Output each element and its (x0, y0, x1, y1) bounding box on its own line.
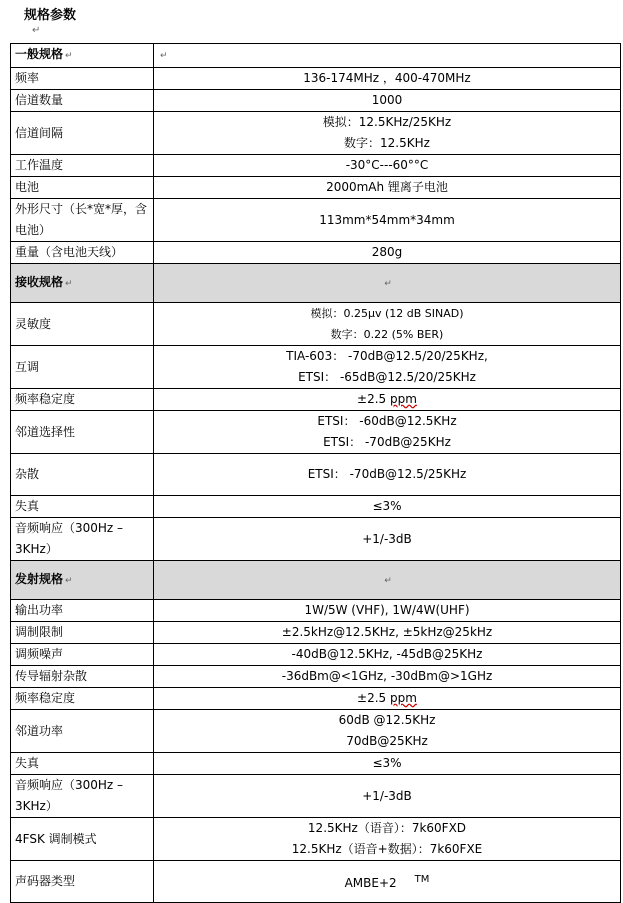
table-row (11, 753, 621, 775)
row-value: ±2.5 ppm (154, 688, 621, 710)
row-value: +1/-3dB (154, 518, 621, 561)
row-label: 传导辐射杂散 (11, 666, 154, 688)
paragraph-mark: ↵ (32, 25, 41, 36)
table-row (11, 775, 621, 818)
table-row (11, 454, 621, 496)
row-label: 调频噪声 (11, 644, 154, 666)
row-label: 音频响应（300Hz – 3KHz） (11, 775, 154, 818)
value-line: 数字：12.5KHz (344, 136, 430, 150)
row-value (154, 710, 621, 753)
row-label: 灵敏度 (11, 303, 154, 346)
row-label: 杂散 (11, 454, 154, 496)
row-value (154, 346, 621, 389)
section-title-transmit: 发射规格 ↵ (11, 561, 154, 600)
row-label: 失真 (11, 496, 154, 518)
spec-table (10, 43, 621, 903)
row-label: 频率 (11, 68, 154, 90)
row-value: AMBE+2 ™ (154, 861, 621, 903)
row-value: 136-174MHz ，400-470MHz (154, 68, 621, 90)
row-label: 频率稳定度 (11, 389, 154, 411)
value-line: 70dB@25KHz (346, 734, 428, 748)
row-label: 外形尺寸（长*宽*厚，含电池） (11, 199, 154, 242)
row-value: ETSI： -70dB@12.5/25KHz (154, 454, 621, 496)
document-title: 规格参数 (24, 8, 77, 23)
table-row (11, 518, 621, 561)
table-row (11, 496, 621, 518)
section-title-receive: 接收规格 ↵ (11, 264, 154, 303)
row-label: 信道数量 (11, 90, 154, 112)
row-label: 邻道选择性 (11, 411, 154, 454)
row-value (154, 818, 621, 861)
table-row (11, 303, 621, 346)
table-row (11, 177, 621, 199)
row-label: 互调 (11, 346, 154, 389)
row-value: -40dB@12.5KHz, -45dB@25KHz (154, 644, 621, 666)
row-value: ±2.5 ppm (154, 389, 621, 411)
value-line: ETSI： -70dB@25KHz (323, 435, 451, 449)
row-value: 1W/5W (VHF), 1W/4W(UHF) (154, 600, 621, 622)
section-title-general: 一般规格 ↵ (11, 44, 154, 68)
table-row (11, 389, 621, 411)
table-row (11, 411, 621, 454)
row-label: 信道间隔 (11, 112, 154, 155)
section-row-transmit (11, 561, 621, 600)
row-label: 调制限制 (11, 622, 154, 644)
value-line: 数字：0.22 (5% BER) (330, 328, 444, 341)
row-label: 工作温度 (11, 155, 154, 177)
row-value: +1/-3dB (154, 775, 621, 818)
section-row-general (11, 44, 621, 68)
row-value: ≤3% (154, 753, 621, 775)
table-row (11, 666, 621, 688)
row-value: 1000 (154, 90, 621, 112)
value-line: 60dB @12.5KHz (338, 713, 436, 727)
row-label: 重量（含电池天线） (11, 242, 154, 264)
value-line: 模拟：12.5KHz/25KHz (322, 115, 452, 129)
table-row (11, 600, 621, 622)
row-label: 频率稳定度 (11, 688, 154, 710)
row-value (154, 303, 621, 346)
row-label: 电池 (11, 177, 154, 199)
row-label: 音频响应（300Hz – 3KHz） (11, 518, 154, 561)
value-line: 12.5KHz（语音+数据）：7k60FXE (291, 842, 483, 856)
row-value: 113mm*54mm*34mm (154, 199, 621, 242)
value-line: ETSI： -60dB@12.5KHz (317, 414, 457, 428)
row-value (154, 411, 621, 454)
section-row-receive (11, 264, 621, 303)
table-row (11, 622, 621, 644)
row-value: ≤3% (154, 496, 621, 518)
row-label: 输出功率 (11, 600, 154, 622)
table-row (11, 199, 621, 242)
table-row (11, 90, 621, 112)
value-line: ETSI： -65dB@12.5/20/25KHz (298, 370, 476, 384)
table-row (11, 818, 621, 861)
table-row (11, 242, 621, 264)
row-value: 280g (154, 242, 621, 264)
row-label: 声码器类型 (11, 861, 154, 903)
table-row (11, 710, 621, 753)
table-row (11, 644, 621, 666)
table-row (11, 861, 621, 903)
table-row (11, 112, 621, 155)
row-value: -30°C---60°°C (154, 155, 621, 177)
value-line: 12.5KHz（语音）：7k60FXD (307, 821, 467, 835)
table-row (11, 68, 621, 90)
row-label: 4FSK 调制模式 (11, 818, 154, 861)
row-value (154, 112, 621, 155)
table-row (11, 155, 621, 177)
row-value: 2000mAh 锂离子电池 (154, 177, 621, 199)
row-value: -36dBm@<1GHz, -30dBm@>1GHz (154, 666, 621, 688)
table-row (11, 346, 621, 389)
value-line: 模拟：0.25μv (12 dB SINAD) (310, 307, 464, 320)
row-label: 邻道功率 (11, 710, 154, 753)
section-blank: ↵ (154, 561, 621, 600)
section-blank: ↵ (154, 264, 621, 303)
trademark-mark: TM (414, 874, 430, 885)
table-row (11, 688, 621, 710)
value-line: TIA-603： -70dB@12.5/20/25KHz, (286, 349, 488, 363)
row-label: 失真 (11, 753, 154, 775)
row-value: ±2.5kHz@12.5KHz, ±5kHz@25kHz (154, 622, 621, 644)
section-blank: ↵ (154, 44, 621, 68)
